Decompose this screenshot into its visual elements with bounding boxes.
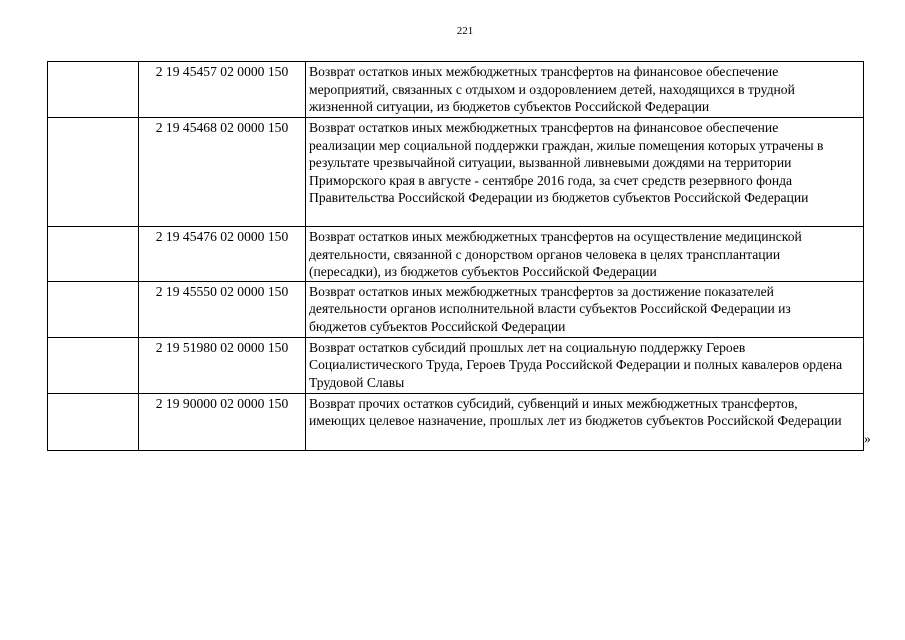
description-cell xyxy=(306,393,864,450)
table-row xyxy=(48,227,864,282)
empty-cell xyxy=(48,281,139,337)
description-line: жизненной ситуации, из бюджетов субъектов Российской Федерации xyxy=(309,99,710,114)
description-line: Возврат остатков субсидий прошлых лет на социальную поддержку Героев xyxy=(309,339,746,355)
description-cell xyxy=(306,62,864,118)
budget-code: 2 19 45457 02 0000 150 xyxy=(139,62,306,118)
budget-codes-table xyxy=(47,61,864,451)
description-line: Возврат прочих остатков субсидий, субвенций и иных межбюджетных трансфертов, xyxy=(309,395,798,411)
description-line: Возврат остатков иных межбюджетных трансфертов на финансовое обеспечение xyxy=(309,120,779,135)
empty-cell xyxy=(48,337,139,393)
description-cell xyxy=(306,281,864,337)
description-line: Трудовой Славы xyxy=(309,374,405,390)
description-line: Возврат остатков иных межбюджетных трансфертов на финансовое обеспечение xyxy=(309,64,779,79)
empty-cell xyxy=(48,227,139,282)
description-cell xyxy=(306,337,864,393)
table-row xyxy=(48,62,864,118)
budget-code: 2 19 45550 02 0000 150 xyxy=(139,281,306,337)
description-line: Правительства Российской Федерации из бюджетов субъектов Российской Федерации xyxy=(309,190,809,205)
budget-code: 2 19 45476 02 0000 150 xyxy=(139,227,306,282)
description-line: деятельности органов исполнительной власти субъектов Российской Федерации из xyxy=(309,301,791,316)
empty-cell xyxy=(48,393,139,450)
description-line: результате чрезвычайной ситуации, вызванной ливневыми дождями на территории xyxy=(309,155,792,170)
description-line: Возврат остатков иных межбюджетных трансфертов за достижение показателей xyxy=(309,283,774,299)
table-row xyxy=(48,118,864,227)
description-cell xyxy=(306,227,864,282)
description-cell xyxy=(306,118,864,227)
description-line: имеющих целевое назначение, прошлых лет из бюджетов субъектов Российской Федерации xyxy=(309,413,842,428)
budget-code: 2 19 90000 02 0000 150 xyxy=(139,393,306,450)
description-line: (пересадки), из бюджетов субъектов Российской Федерации xyxy=(309,264,657,279)
description-line: мероприятий, связанных с отдыхом и оздоровлением детей, находящихся в трудной xyxy=(309,81,795,97)
table-row xyxy=(48,393,864,450)
description-line: реализации мер социальной поддержки граждан, жилые помещения которых утрачены в xyxy=(309,137,824,153)
description-line: Возврат остатков иных межбюджетных трансфертов на осуществление медицинской xyxy=(309,229,802,244)
description-line: деятельности, связанной с донорством органов человека в целях трансплантации xyxy=(309,246,781,262)
budget-code: 2 19 51980 02 0000 150 xyxy=(139,337,306,393)
empty-cell xyxy=(48,62,139,118)
description-line: бюджетов субъектов Российской Федерации xyxy=(309,318,566,334)
closing-quote-mark: » xyxy=(864,431,871,446)
page-number: 221 xyxy=(456,25,474,37)
table-row xyxy=(48,281,864,337)
table-row xyxy=(48,337,864,393)
empty-cell xyxy=(48,118,139,227)
budget-code: 2 19 45468 02 0000 150 xyxy=(139,118,306,227)
description-line: Социалистического Труда, Героев Труда Российской Федерации и полных кавалеров ордена xyxy=(309,357,843,372)
description-line: Приморского края в августе - сентябре 2016 года, за счет средств резервного фонда xyxy=(309,172,793,188)
